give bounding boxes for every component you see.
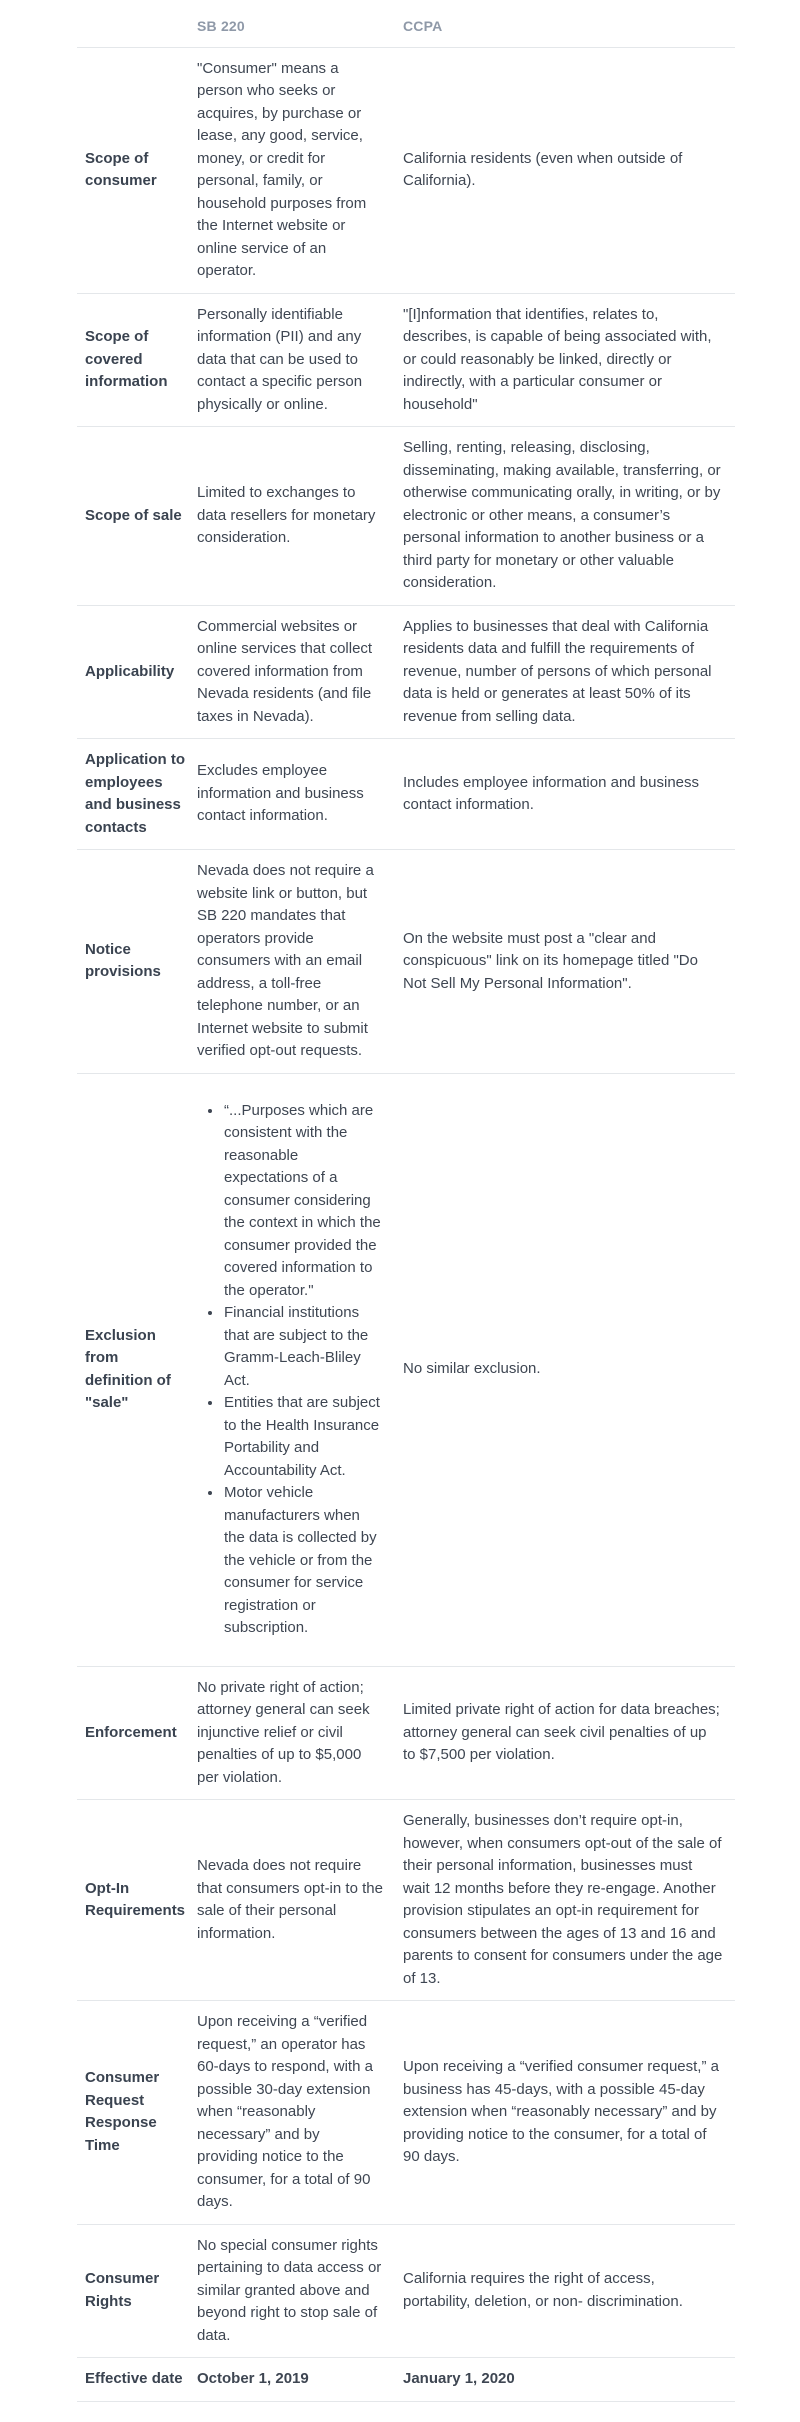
cell-sb220: Nevada does not require a website link or button, but SB 220 mandates that operators provide consumers with an email address, a toll-free telephone number, or an Internet website to submit verified opt-out requests. — [197, 862, 374, 1059]
bullet-item: • Motor vehicle manufacturers when the data is collected by the vehicle or from the consumer for service registration or subscription. — [223, 1482, 383, 1640]
row-label: Consumer Request Response Time — [85, 2069, 160, 2154]
table-row-application-to-employees — [77, 739, 735, 850]
cell-sb220: October 1, 2019 — [197, 2370, 309, 2387]
table-row-scope-of-sale — [77, 427, 735, 606]
table-row-scope-of-covered-information — [77, 293, 735, 427]
cell-ccpa: Generally, businesses don’t require opt-in, however, when consumers opt-out of the sale of their personal information, businesses must wait 12 months before they re-engage. Another provision stipulates an opt-in requirement for consumers between the ages of 13 and 16 and parents to consent for consumers under the age of 13. — [403, 1812, 723, 1987]
column-header-ccpa: CCPA — [403, 18, 443, 35]
bullet-item: • Entities that are subject to the Health Insurance Portability and Accountability Act. — [223, 1392, 383, 1482]
cell-sb220: No private right of action; attorney general can seek injunctive relief or civil penalties of up to $5,000 per violation. — [197, 1678, 370, 1786]
cell-ccpa: Limited private right of action for data breaches; attorney general can seek civil penalties of up to $7,500 per violation. — [403, 1701, 720, 1763]
cell-sb220: No special consumer rights pertaining to data access or similar granted above and beyond right to stop sale of data. — [197, 2236, 382, 2344]
table-row-notice-provisions — [77, 850, 735, 1074]
cell-ccpa: On the website must post a "clear and conspicuous" link on its homepage titled "Do Not Sell My Personal Information". — [403, 929, 698, 992]
table-row-scope-of-consumer — [77, 47, 735, 293]
cell-sb220: Excludes employee information and business contact information. — [197, 762, 364, 825]
cell-ccpa: "[I]nformation that identifies, relates to, describes, is capable of being associated with, or could reasonably be linked, directly or indirectly, with a particular consumer or household" — [403, 305, 712, 413]
cell-sb220: Commercial websites or online services that collect covered information from Nevada residents (and file taxes in Nevada). — [197, 617, 373, 725]
row-label: Applicability — [85, 662, 175, 680]
cell-sb220 — [189, 1073, 395, 1666]
row-label: Scope of covered information — [85, 328, 168, 390]
cell-ccpa: Applies to businesses that deal with California residents data and fulfill the requirements of revenue, number of persons of which personal data is held or generates at least 50% of its revenue from selling data. — [403, 617, 712, 725]
comparison-table — [77, 0, 735, 2402]
table-row-applicability — [77, 605, 735, 739]
column-header-sb220: SB 220 — [197, 18, 245, 35]
exclusion-bullet-list — [197, 1100, 383, 1640]
table-row-effective-date — [77, 2358, 735, 2402]
cell-ccpa: No similar exclusion. — [403, 1360, 541, 1378]
row-label: Opt-In Requirements — [85, 1879, 186, 1919]
table-row-exclusion-from-sale — [77, 1073, 735, 1666]
table-row-consumer-rights — [77, 2224, 735, 2358]
row-label: Notice provisions — [85, 940, 161, 981]
row-label: Scope of sale — [85, 506, 182, 524]
header-row — [77, 0, 735, 47]
table-row-enforcement — [77, 1666, 735, 1800]
cell-ccpa: California residents (even when outside of California). — [403, 149, 683, 189]
row-label: Consumer Rights — [85, 2270, 160, 2310]
column-header-empty — [77, 0, 189, 47]
cell-ccpa: January 1, 2020 — [403, 2370, 515, 2387]
cell-sb220: Nevada does not require that consumers opt-in to the sale of their personal information. — [197, 1857, 383, 1942]
cell-ccpa: Includes employee information and business contact information. — [403, 773, 700, 813]
row-label: Scope of consumer — [85, 149, 157, 189]
cell-ccpa: Upon receiving a “verified consumer request,” a business has 45-days, with a possible 45-day extension when “reasonably necessary” and by providing notice to the consumer, for a total of 90 days. — [403, 2058, 719, 2165]
table-row-consumer-request-response-time — [77, 2001, 735, 2225]
cell-ccpa: Selling, renting, releasing, disclosing, disseminating, making available, transferring, or otherwise communicating orally, in writing, or by electronic or other means, a consumer’s personal information to another business or a third party for monetary or other valuable consideration. — [403, 439, 721, 591]
cell-ccpa: California requires the right of access, portability, deletion, or non- discrimination. — [403, 2270, 683, 2310]
cell-sb220: "Consumer" means a person who seeks or acquires, by purchase or lease, any good, service, money, or credit for personal, family, or household purposes from the Internet website or online service of an operator. — [197, 59, 367, 279]
row-label: Effective date — [85, 2370, 183, 2387]
cell-sb220: Personally identifiable information (PII) and any data that can be used to contact a specific person physically or online. — [197, 305, 363, 413]
bullet-item: • “...Purposes which are consistent with the reasonable expectations of a consumer considering the context in which the consumer provided the covered information to the operator." — [223, 1100, 383, 1303]
row-label: Exclusion from definition of "sale" — [85, 1326, 171, 1411]
cell-sb220: Upon receiving a “verified request,” an operator has 60-days to respond, with a possible 30-day extension when “reasonably necessary” and by providing notice to the consumer, for a total of 90 days. — [197, 2013, 373, 2210]
bullet-item: • Financial institutions that are subject to the Gramm-Leach-Bliley Act. — [223, 1302, 383, 1392]
cell-sb220: Limited to exchanges to data resellers for monetary consideration. — [197, 484, 376, 546]
row-label: Application to employees and business contacts — [85, 751, 185, 836]
row-label: Enforcement — [85, 1723, 177, 1741]
table-row-opt-in-requirements — [77, 1800, 735, 2001]
